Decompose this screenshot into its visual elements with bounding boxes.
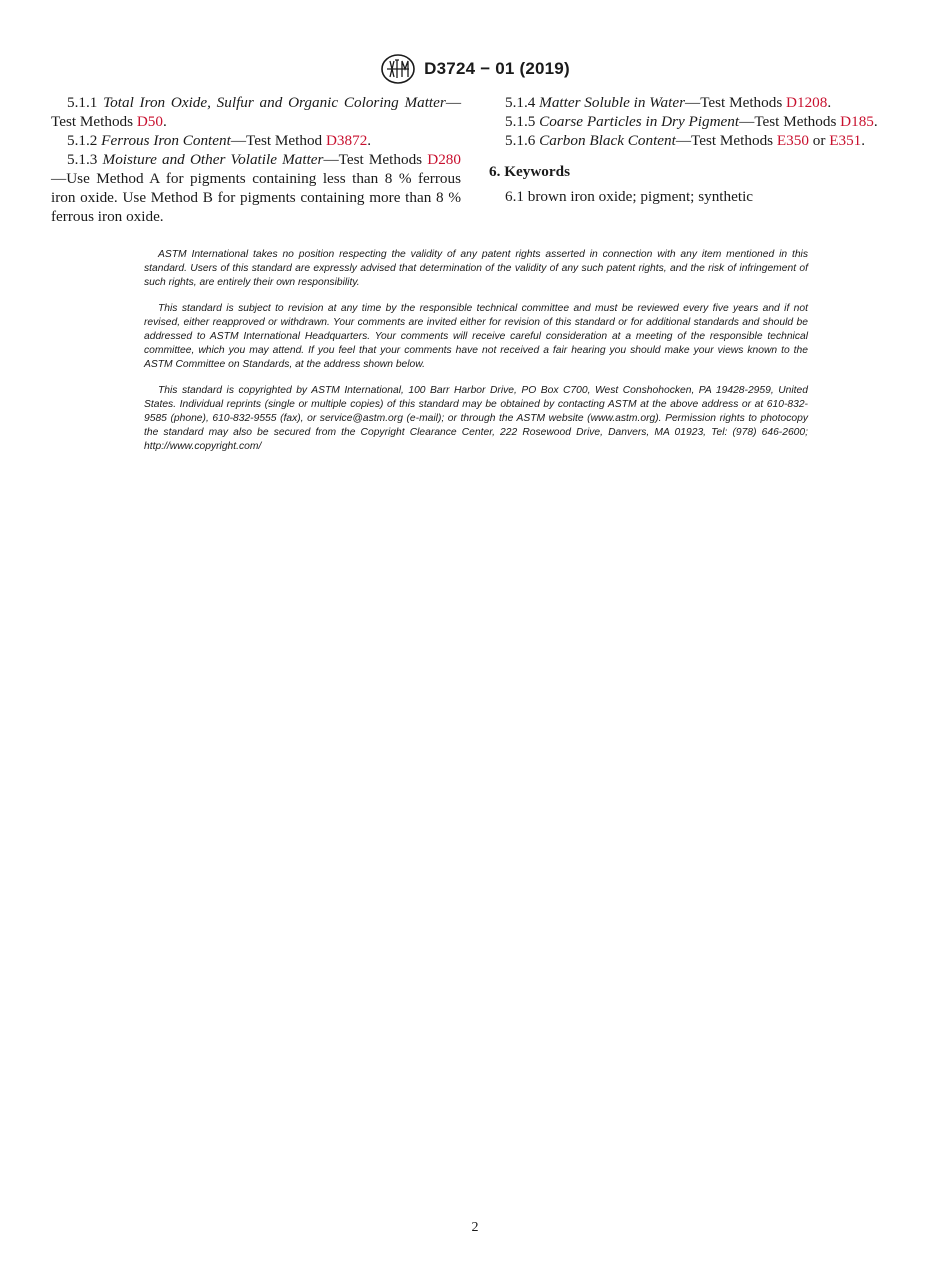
- document-id: D3724 − 01 (2019): [424, 59, 570, 78]
- paragraph-text: or: [808, 132, 830, 149]
- right-column: [489, 93, 899, 206]
- reference-link-e351[interactable]: E351: [829, 132, 862, 149]
- keywords-text: brown iron oxide; pigment; synthetic: [527, 188, 754, 205]
- paragraph-number: 5.1.1: [67, 94, 98, 111]
- paragraph-text: —Test Methods: [675, 132, 777, 149]
- page-number: 2: [471, 1220, 479, 1235]
- paragraph-end: .: [163, 113, 167, 130]
- paragraph-end: .: [367, 132, 372, 149]
- left-column: [51, 93, 461, 226]
- copyright-notice: This standard is copyrighted by ASTM International, 100 Barr Harbor Drive, PO Box C700, West Conshohocken, PA 19428-2959, United States. Individual reprints (single or multiple copies) of this standard may be obtained by contacting ASTM at the above address or at 610-832-9585 (phone), 610-832-9555 (fax), or service@astm.org (e-mail); or through the ASTM website (www.astm.org). Permission rights to photocopy the standard may also be secured from the Copyright Clearance Center, 222 Rosewood Drive, Danvers, MA 01923, Tel: (978) 646-2600; http://www.copyright.com/: [144, 385, 808, 452]
- paragraph-end: .: [827, 94, 832, 111]
- paragraph-5-1-6: [489, 131, 899, 150]
- reference-link-d1208[interactable]: D1208: [786, 94, 828, 111]
- paragraph-number: 6.1: [505, 188, 524, 205]
- paragraph-title: Coarse Particles in Dry Pigment: [539, 113, 740, 130]
- paragraph-text: —Test Methods: [323, 151, 428, 168]
- paragraph-5-1-5: [489, 112, 899, 131]
- paragraph-title: Ferrous Iron Content: [101, 132, 231, 149]
- paragraph-text: —Test Method: [230, 132, 326, 149]
- paragraph-title: Carbon Black Content: [539, 132, 676, 149]
- paragraph-text: —Test Methods: [51, 94, 461, 130]
- paragraph-text: —Test Methods: [685, 94, 787, 111]
- paragraph-number: 5.1.3: [67, 151, 98, 168]
- paragraph-6-1: [489, 187, 899, 206]
- paragraph-5-1-1: [51, 93, 461, 131]
- paragraph-number: 5.1.4: [505, 94, 536, 111]
- paragraph-title: Total Iron Oxide, Sulfur and Organic Coloring Matter: [103, 94, 446, 111]
- paragraph-5-1-2: [51, 131, 461, 150]
- reference-link-d50[interactable]: D50: [136, 113, 163, 130]
- paragraph-number: 5.1.5: [505, 113, 536, 130]
- paragraph-5-1-3: [51, 150, 461, 226]
- paragraph-end: .: [873, 113, 878, 130]
- astm-logo-icon: [380, 53, 416, 85]
- reference-link-e350[interactable]: E350: [776, 132, 809, 149]
- revision-notice: This standard is subject to revision at any time by the responsible technical committee and must be reviewed every five years and if not revised, either reapproved or withdrawn. Your comments are invited either for revision of this standard or for additional standards and should be addressed to ASTM International Headquarters. Your comments will receive careful consideration at a meeting of the responsible technical committee, which you may attend. If you feel that your comments have not received a fair hearing you should make your views known to the ASTM Committee on Standards, at the address shown below.: [144, 303, 808, 370]
- reference-link-d280[interactable]: D280: [427, 151, 461, 168]
- paragraph-5-1-4: [489, 93, 899, 112]
- paragraph-title: Matter Soluble in Water: [539, 94, 685, 111]
- paragraph-end: .: [861, 132, 866, 149]
- page-header: [0, 52, 950, 86]
- paragraph-end: —Use Method A for pigments containing less than 8 % ferrous iron oxide. Use Method B for pigments containing more than 8 % ferrous iron oxide.: [51, 170, 461, 225]
- paragraph-number: 5.1.2: [67, 132, 98, 149]
- section-heading-keywords: 6. Keywords: [489, 163, 570, 180]
- paragraph-title: Moisture and Other Volatile Matter: [102, 151, 324, 168]
- patent-notice: ASTM International takes no position respecting the validity of any patent rights asserted in connection with any item mentioned in this standard. Users of this standard are expressly advised that determination of the validity of any such patent rights, and the risk of infringement of such rights, are entirely their own responsibility.: [144, 249, 808, 288]
- paragraph-number: 5.1.6: [505, 132, 536, 149]
- reference-link-d3872[interactable]: D3872: [325, 132, 368, 149]
- legal-notices: [144, 248, 808, 466]
- reference-link-d185[interactable]: D185: [840, 113, 874, 130]
- paragraph-text: —Test Methods: [739, 113, 841, 130]
